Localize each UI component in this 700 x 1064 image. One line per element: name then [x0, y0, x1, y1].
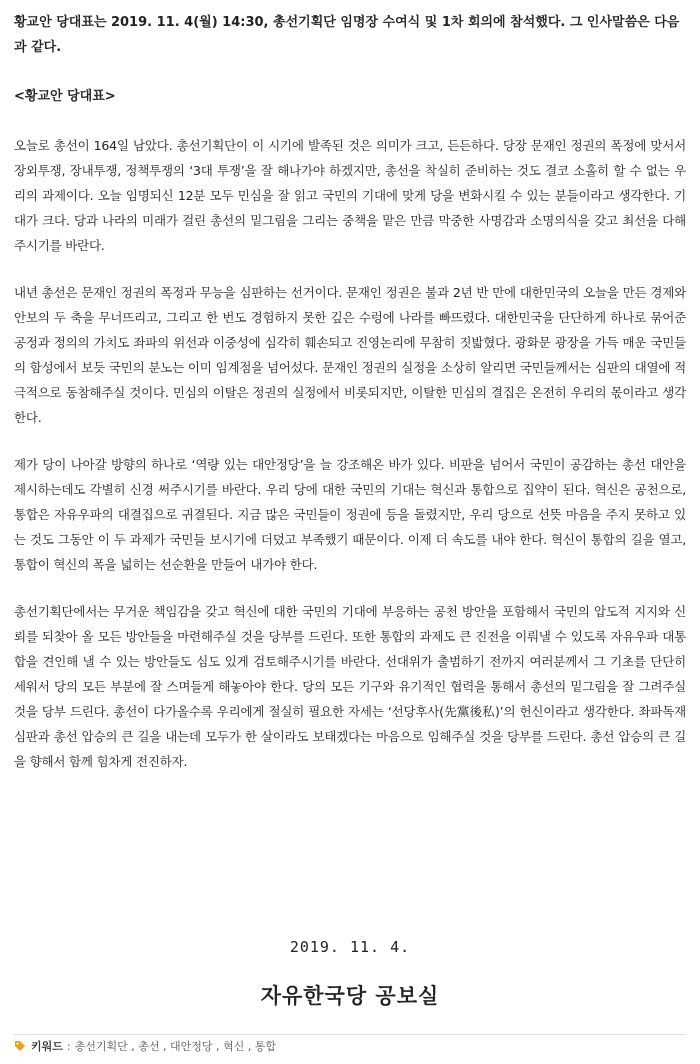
keyword-link[interactable]: , 혁신 — [216, 1040, 244, 1053]
keyword-link[interactable]: 총선기획단 — [74, 1040, 128, 1053]
keywords-separator: : — [66, 1039, 71, 1053]
body-paragraph: 내년 총선은 문재인 정권의 폭정과 무능을 심판하는 선거이다. 문재인 정권은 불과 2년 반 만에 대한민국의 오늘을 만든 경제와 안보의 두 축을 무너뜨리고, 그리고 한 번도 경험하지 못한 깊은 수렁에 나라를 빠뜨렸다. 대한민국을 단단하게 하나로 묶어준 공정과 정의의 가치도 좌파의 위선과 이중성에 심각히 훼손되고 진영논리에 무참히 짓밟혔다. 광화문 광장을 가득 매운 국민들의 함성에서 보듯 국민의 분노는 이미 임계점을 넘어섰다. 문재인 정권의 실정을 소상히 알리면 국민들께서는 심판의 대열에 적극적으로 동참해주실 것이다. 민심의 이탈은 정권의 실정에서 비롯되지만, 이탈한 민심의 결집은 온전히 우리의 몫이라고 생각한다. — [14, 285, 686, 425]
keyword-list — [75, 1038, 276, 1054]
lead-paragraph: 황교안 당대표는 2019. 11. 4(월) 14:30, 총선기획단 임명장 수여식 및 1차 회의에 참석했다. 그 인사말씀은 다음과 같다. — [14, 15, 680, 55]
tag-icon — [14, 1040, 26, 1052]
keywords-label: 키워드 — [31, 1040, 63, 1053]
speaker-heading: <황교안 당대표> — [14, 89, 116, 104]
body-paragraph: 오늘로 총선이 164일 남았다. 총선기획단이 이 시기에 발족된 것은 의미가 크고, 든든하다. 당장 문재인 정권의 폭정에 맞서서 장외투쟁, 장내투쟁, 정책투쟁의 ‘3대 투쟁’을 잘 해나가야 하겠지만, 총선을 착실히 준비하는 것도 결코 소홀히 할 수 없는 우리의 과제이다. 오늘 임명되신 12분 모두 민심을 잘 읽고 국민의 기대에 맞게 당을 변화시킬 수 있는 분들이라고 생각한다. 기대가 크다. 당과 나라의 미래가 걸린 총선의 밑그림을 그리는 중책을 맡은 만큼 막중한 사명감과 소명의식을 갖고 최선을 다해주시기를 바란다. — [14, 138, 686, 253]
release-date: 2019. 11. 4. — [289, 938, 411, 956]
organization-name: 자유한국당 공보실 — [260, 984, 440, 1008]
keyword-link[interactable]: , 대안정당 — [163, 1040, 213, 1053]
body-paragraph: 총선기획단에서는 무거운 책임감을 갖고 혁신에 대한 국민의 기대에 부응하는 공천 방안을 포함해서 국민의 압도적 지지와 신뢰를 되찾아 올 모든 방안들을 마련해주실 것을 당부를 드린다. 또한 통합의 과제도 큰 진전을 이뤄낼 수 있도록 자유우파 대통합을 견인해 낼 수 있는 방안들도 심도 있게 검토해주시기를 바란다. 선대위가 출범하기 전까지 여러분께서 그 기초를 단단히 세워서 당의 모든 부분에 잘 스며들게 해놓아야 한다. 당의 모든 기구와 유기적인 협력을 통해서 총선의 밑그림을 잘 그려주실 것을 당부 드린다. 총선이 다가올수록 우리에게 절실히 필요한 자세는 ‘선당후사(先黨後私)’의 헌신이라고 생각한다. 좌파독재 심판과 총선 압승의 큰 길을 내는데 모두가 한 살이라도 보태겠다는 마음으로 임해주실 것을 당부를 드린다. 총선 압승의 큰 길을 향해서 함께 힘차게 전진하자. — [14, 604, 686, 769]
keyword-link[interactable]: , 통합 — [248, 1040, 276, 1053]
keyword-link[interactable]: , 총선 — [131, 1040, 159, 1053]
press-release — [14, 10, 686, 774]
body-paragraph: 제가 당이 나아갈 방향의 하나로 ‘역량 있는 대안정당’을 늘 강조해온 바가 있다. 비판을 넘어서 국민이 공감하는 총선 대안을 제시하는데도 각별히 신경 써주시기를 바란다. 우리 당에 대한 국민의 기대는 혁신과 통합으로 집약이 된다. 혁신은 공천으로, 통합은 자유우파의 대결집으로 귀결된다. 지금 많은 국민들이 정권에 등을 돌렸지만, 우리 당으로 선뜻 마음을 주지 못하고 있는 것도 그동안 이 두 과제가 국민들 보시기에 더뎠고 부족했기 때문이다. 이제 더 속도를 내야 한다. 혁신이 통합의 길을 열고, 통합이 혁신의 폭을 넓히는 선순환을 만들어 내가야 한다. — [14, 457, 686, 572]
keywords-bar — [14, 1034, 686, 1057]
